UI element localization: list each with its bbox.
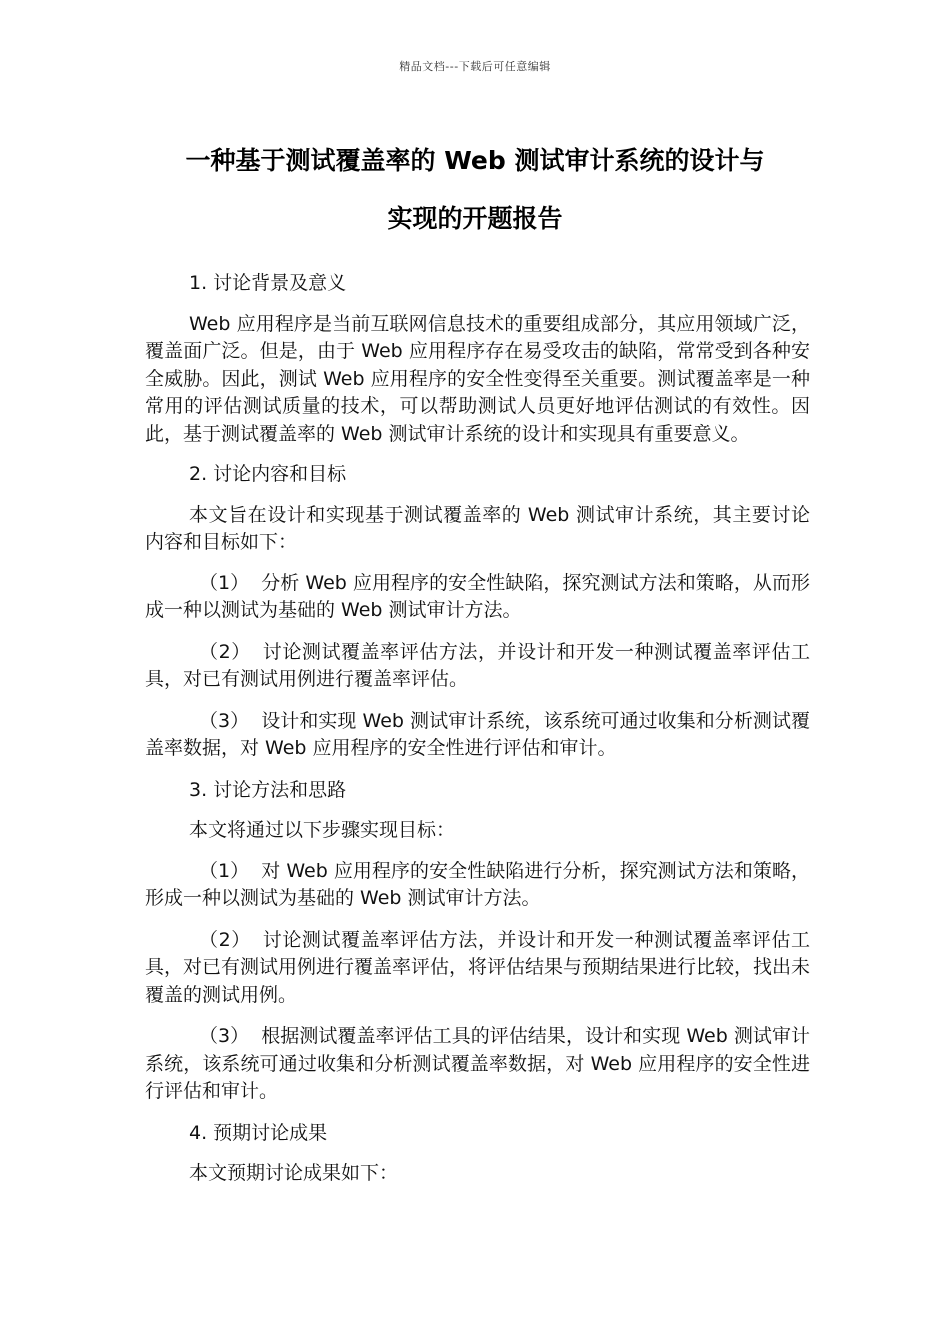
- section-2-heading: 2. 讨论内容和目标: [189, 463, 347, 485]
- item-text: 分析 Web 应用程序的安全性缺陷，探究测试方法和策略，从而形成一种以测试为基础的 Web 测试审计方法。: [145, 571, 810, 621]
- section-2-item-3: [145, 708, 810, 763]
- section-4-intro: 本文预期讨论成果如下：: [189, 1162, 399, 1184]
- item-text: 对 Web 应用程序的安全性缺陷进行分析，探究测试方法和策略，形成一种以测试为基础的 Web 测试审计方法。: [145, 859, 810, 909]
- section-1-heading: 1. 讨论背景及意义: [189, 272, 347, 294]
- item-number: （1）: [199, 571, 250, 594]
- section-1-paragraph: Web 应用程序是当前互联网信息技术的重要组成部分，其应用领域广泛，覆盖面广泛。但是，由于 Web 应用程序存在易受攻击的缺陷，常常受到各种安全威胁。因此，测试 Web 应用程序的安全性变得至关重要。测试覆盖率是一种常用的评估测试质量的技术，可以帮助测试人员更好地评估测试的有效性。因此，基于测试覆盖率的 Web 测试审计系统的设计和实现具有重要意义。: [145, 312, 810, 445]
- header-note: 精品文档---下载后可任意编辑: [399, 60, 551, 73]
- section-3-item-2: [145, 927, 810, 1010]
- title-line-1: 一种基于测试覆盖率的 Web 测试审计系统的设计与: [185, 146, 765, 175]
- section-4-heading: 4. 预期讨论成果: [189, 1121, 328, 1144]
- document-title: [110, 132, 840, 248]
- item-text: 讨论测试覆盖率评估方法，并设计和开发一种测试覆盖率评估工具，对已有测试用例进行覆盖率评估。: [145, 640, 810, 690]
- item-text: 根据测试覆盖率评估工具的评估结果，设计和实现 Web 测试审计系统，该系统可通过收集和分析测试覆盖率数据，对 Web 应用程序的安全性进行评估和审计。: [145, 1025, 810, 1102]
- item-text: 讨论测试覆盖率评估方法，并设计和开发一种测试覆盖率评估工具，对已有测试用例进行覆盖率评估，将评估结果与预期结果进行比较，找出未覆盖的测试用例。: [145, 928, 811, 1006]
- document-body: [145, 270, 810, 1201]
- section-3-item-3: [145, 1023, 810, 1106]
- title-line-2: 实现的开题报告: [387, 204, 563, 233]
- item-number: （2）: [199, 640, 251, 663]
- section-3-heading: 3. 讨论方法和思路: [189, 778, 347, 801]
- section-3-item-1: [145, 858, 810, 913]
- item-number: （3）: [199, 1025, 250, 1047]
- section-3-intro: 本文将通过以下步骤实现目标：: [189, 819, 456, 841]
- item-number: （2）: [199, 928, 251, 951]
- section-2-item-2: [145, 639, 810, 694]
- item-number: （3）: [199, 709, 250, 732]
- section-2-item-1: [145, 570, 810, 625]
- section-2-intro: 本文旨在设计和实现基于测试覆盖率的 Web 测试审计系统，其主要讨论内容和目标如下：: [145, 503, 810, 553]
- item-number: （1）: [199, 859, 250, 882]
- item-text: 设计和实现 Web 测试审计系统，该系统可通过收集和分析测试覆盖率数据，对 Web 应用程序的安全性进行评估和审计。: [145, 709, 810, 759]
